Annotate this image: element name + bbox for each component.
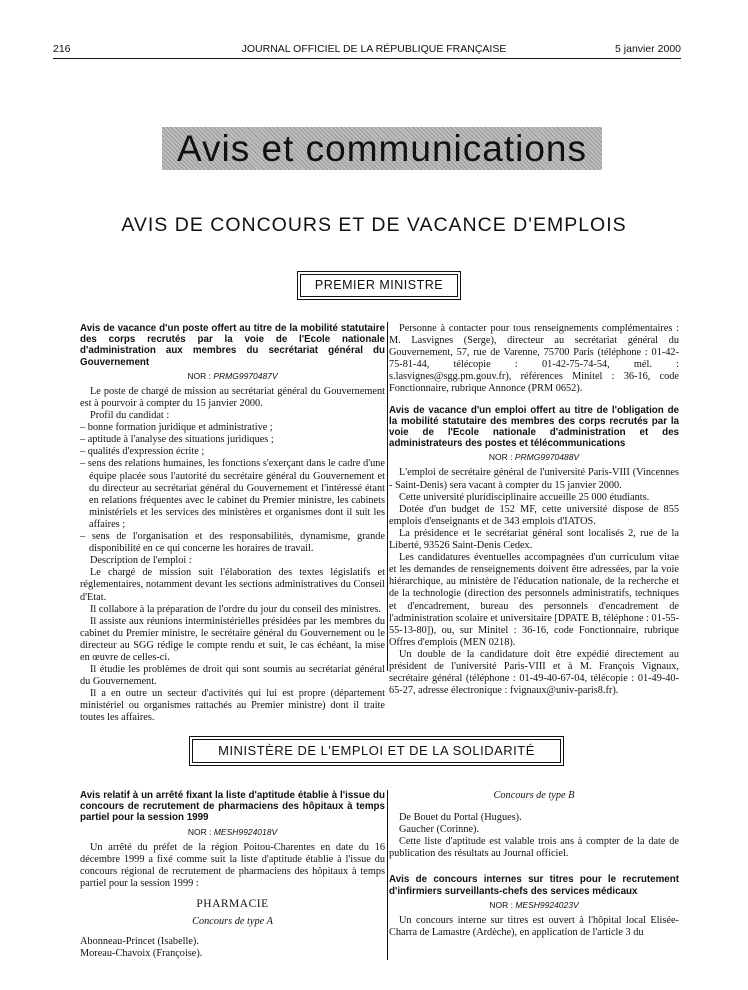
- paragraph: Un arrêté du préfet de la région Poitou-Charentes en date du 16 décembre 1999 a fixé comme suit la liste d'aptitude établie à l'issue du concours régional de recrutement de pharmaciens des hôpitaux à temps partiel pour la session 1999 :: [80, 841, 385, 889]
- section-label: PREMIER MINISTRE: [300, 274, 458, 297]
- notice-title: Avis relatif à un arrêté fixant la liste d'aptitude établie à l'issue du concours de recrutement de pharmaciens des hôpitaux à temps partiel pour la session 1999: [80, 790, 385, 824]
- notice-column-right: [389, 323, 679, 697]
- notice-title: Avis de vacance d'un emploi offert au titre de l'obligation de la mobilité statutaire des membres des corps recrutés par la voie de l'Ecole nationale d'administration et des administrateurs des postes et télécommunications: [389, 404, 679, 450]
- nor-reference: NOR : PRMG9970487V: [187, 370, 278, 381]
- list-item: – bonne formation juridique et administrative ;: [80, 422, 273, 434]
- section-banner: Avis et communications: [162, 127, 602, 170]
- paragraph: Il collabore à la préparation de l'ordre du jour du conseil des ministres.: [90, 603, 381, 615]
- list-item: – aptitude à l'analyse des situations juridiques ;: [80, 434, 274, 446]
- paragraph: Cette liste d'aptitude est valable trois ans à compter de la date de publication des résultats au Journal officiel.: [389, 836, 679, 860]
- paragraph: Le chargé de mission suit l'élaboration des textes législatifs et réglementaires, notamment devant les sections administratives du Conseil d'Etat.: [80, 567, 385, 603]
- list-item: Moreau-Chavoix (Françoise).: [80, 948, 203, 960]
- list-item: Gaucher (Corinne).: [399, 824, 480, 836]
- notice-column-right-lower: [389, 790, 679, 939]
- section-box-ministere-emploi: [189, 736, 564, 766]
- list-item: – sens de l'organisation et des responsabilités, dynamisme, grande disponibilité en ce qui concerne les horaires de travail.: [80, 531, 385, 555]
- paragraph: Description de l'emploi :: [90, 555, 192, 567]
- column-divider: [387, 322, 388, 671]
- notice-title: Avis de concours internes sur titres pour le recrutement d'infirmiers surveillants-chefs des services médicaux: [389, 874, 679, 897]
- paragraph: Un double de la candidature doit être expédié directement au président de l'université Paris-VIII et à M. François Vignaux, secrétaire général (téléphone : 01-49-40-67-04, télécopie : 01-49-40-65-27, adresse électronique : fvignaux@univ-paris8.fr).: [389, 648, 679, 697]
- subheading: PHARMACIE: [196, 898, 269, 911]
- nor-reference: NOR : PRMG9970488V: [488, 452, 580, 463]
- nor-reference: NOR : MESH9924023V: [489, 899, 579, 910]
- contact-paragraph: Personne à contacter pour tous renseignements complémentaires : M. Lasvignes (Serge), directeur au secrétariat général du Gouvernement, 57, rue de Varenne, 75700 Paris (téléphone : 01-42-75-81-44, télécopie : 01-42-75-74-54, mél. : s.lasvignes@sgg.pm.gouv.fr), références Minitel : 36-16, code Fonctionnaire, rubrique Annonce (PRM 0652).: [389, 323, 679, 395]
- notice-title: Avis de vacance d'un poste offert au titre de la mobilité statutaire des corps recrutés par la voie de l'Ecole nationale d'administration aux membres du secrétariat général du Gouvernement: [80, 323, 385, 368]
- notice-column-left-lower: [80, 790, 385, 960]
- contest-type-heading: Concours de type B: [493, 790, 575, 801]
- journal-title: JOURNAL OFFICIEL DE LA RÉPUBLIQUE FRANÇAISE: [241, 43, 507, 55]
- issue-date: 5 janvier 2000: [615, 43, 681, 55]
- paragraph: Il a en outre un secteur d'activités qui lui est propre (département ministériel ou organismes rattachés au Premier ministre) dont il traite toutes les affaires.: [80, 688, 385, 724]
- paragraph: Cette université pluridisciplinaire accueille 25 000 étudiants.: [399, 491, 650, 503]
- paragraph: Dotée d'un budget de 152 MF, cette université dispose de 855 emplois d'enseignants et de 343 emplois d'IATOS.: [389, 503, 679, 527]
- paragraph: Profil du candidat :: [90, 410, 170, 422]
- list-item: Abonneau-Princet (Isabelle).: [80, 936, 199, 948]
- paragraph: Le poste de chargé de mission au secrétariat général du Gouvernement est à pourvoir à compter du 15 janvier 2000.: [80, 385, 385, 409]
- contest-type-heading: Concours de type A: [192, 916, 273, 928]
- list-item: De Bouet du Portal (Hugues).: [399, 812, 522, 824]
- paragraph: L'emploi de secrétaire général de l'université Paris-VIII (Vincennes - Saint-Denis) sera vacant à compter du 15 janvier 2000.: [389, 467, 679, 491]
- main-title: AVIS DE CONCOURS ET DE VACANCE D'EMPLOIS: [121, 214, 627, 236]
- nor-reference: NOR : MESH9924018V: [187, 826, 278, 837]
- notice-column-left: [80, 323, 385, 725]
- paragraph: Les candidatures éventuelles accompagnées d'un curriculum vitae et les demandes de renseignements doivent être adressées, par la voie hiérarchique, au ministère de l'éducation nationale, de la recherche et de la technologie (direction des personnels administratifs, techniques et d'encadrement, bureau des personnels d'encadrement de l'administration scolaire et universitaire [DPATE B, téléphone : 01-55-55-13-80]), ou, sur Minitel : 36-16, code Fonctionnaire, rubrique Offres d'emplois (MEN 0218).: [389, 552, 680, 648]
- paragraph: La présidence et le secrétariat général sont localisés 2, rue de la Liberté, 93526 Saint-Denis Cedex.: [389, 527, 679, 552]
- header-rule: [53, 58, 681, 59]
- paragraph: Il assiste aux réunions interministérielles présidées par les membres du cabinet du Premier ministre, le secrétaire général du Gouvernement ou le directeur au SGG rédige le compte rendu et suit, le cas échéant, la mise en œuvre de celles-ci.: [80, 615, 385, 663]
- section-label: MINISTÈRE DE L'EMPLOI ET DE LA SOLIDARITÉ: [192, 739, 561, 763]
- page-number: 216: [53, 43, 71, 55]
- list-item: – sens des relations humaines, les fonctions s'exerçant dans le cadre d'une équipe placée sous l'autorité du secrétaire général du Gouvernement et du directeur au secrétariat général du Gouvernement et l'intéressé étant en relations fréquentes avec le cabinet du Premier ministre, les cabinets ministériels et les services des ministères et organismes dont il suit les affaires ;: [80, 458, 385, 530]
- section-box-premier-ministre: [297, 271, 461, 300]
- paragraph: Un concours interne sur titres est ouvert à l'hôpital local Elisée-Charra de Lamastre (Ardèche), en application de l'article 3 du: [389, 914, 679, 939]
- paragraph: Il étudie les problèmes de droit qui sont soumis au secrétariat général du Gouvernement.: [80, 664, 385, 688]
- list-item: – qualités d'expression écrite ;: [80, 446, 205, 458]
- column-divider: [387, 790, 388, 960]
